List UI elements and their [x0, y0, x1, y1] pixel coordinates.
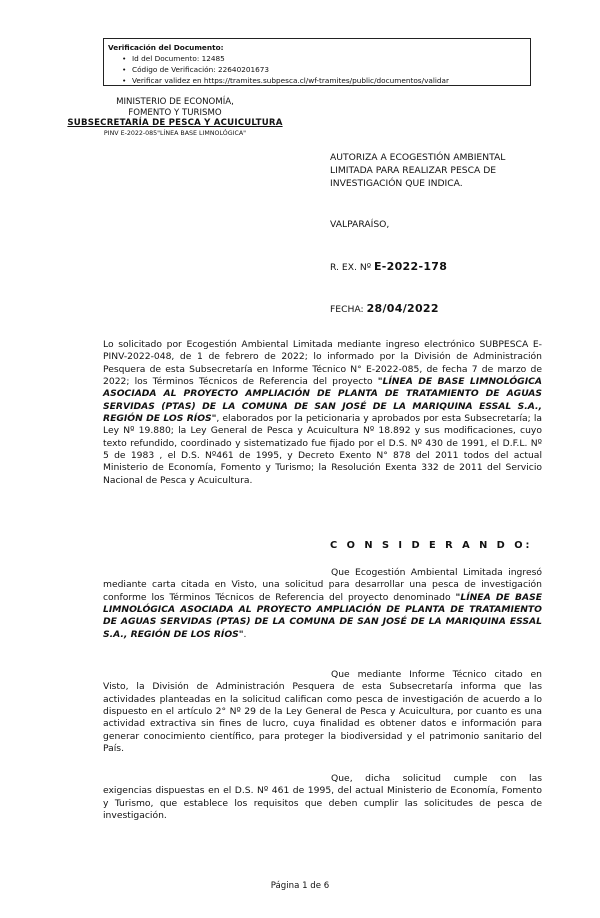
considerando-1 [103, 567, 542, 641]
considerando-3: Que, dicha solicitud cumple con las exigencias dispuestas en el D.S. Nº 461 de 1995, del actual Ministerio de Economía, Fomento y Turismo, que establece los requisitos que deben cumplir las solicitudes de pesca de investigación. [103, 773, 542, 822]
considerando-heading: C O N S I D E R A N D O: [330, 540, 533, 551]
verification-title: Verificación del Documento: [108, 43, 224, 52]
c1-end: . [243, 628, 247, 640]
resolution-subject: AUTORIZA A ECOGESTIÓN AMBIENTAL LIMITADA PARA REALIZAR PESCA DE INVESTIGACIÓN QUE INDICA. [330, 152, 506, 189]
date-line [330, 302, 439, 315]
visto-project-title: "LÍNEA DE BASE LIMNOLÓGICA ASOCIADA AL PROYECTO AMPLIACIÓN DE PLANTA DE TRATAMIENTO DE AGUAS SERVIDAS (PTAS) DE LA COMUNA DE SAN JOSÉ DE LA MARIQUINA ESSAL S.A., REGIÓN DE LOS RÍOS" [103, 376, 542, 425]
verification-list [108, 53, 530, 86]
considerando-2: Que mediante Informe Técnico citado en Visto, la División de Administración Pesquera de esta Subsecretaría informa que las actividades planteadas en la solicitud califican como pesca de investigación de acuerdo a lo dispuesto en el artículo 2° Nº 29 de la Ley General de Pesca y Acuicultura, por cuanto es una actividad extractiva sin fines de lucro, cuya finalidad es obtener datos e información para generar conocimiento científico, para proteger la biodiversidad y el patrimonio sanitario del País. [103, 669, 542, 755]
date-label: FECHA: [330, 304, 364, 315]
resolution-label: R. EX. Nº [330, 262, 372, 273]
verification-box [103, 38, 531, 86]
letterhead [40, 97, 310, 139]
c1-text: Que Ecogestión Ambiental Limitada ingresó mediante carta citada en Visto, una solicitud para desarrollar una pesca de investigación conforme los Términos Técnicos de Referencia del proyecto denominado [103, 567, 542, 603]
verification-code: • Código de Verificación: 22640201673 [122, 64, 530, 75]
document-code: PINV E-2022-085"LÍNEA BASE LIMNOLÓGICA" [103, 129, 247, 137]
visto-text-cont: , elaborados por la peticionaria y aprobados por esta Subsecretaría; la Ley Nº 19.880; la Ley General de Pesca y Acuicultura Nº 18.892 y sus modificaciones, cuyo texto refundido, coordinado y sistematizado fue fijado por el D.S. Nº 430 de 1991, el D.F.L. Nº 5 de 1983 , el D.S. Nº461 de 1995, y Decreto Exento N° 878 del 2011 todos del actual Ministerio de Economía, Fomento y Turismo; la Resolución Exenta 332 de 2011 del Servicio Nacional de Pesca y Acuicultura. [103, 413, 543, 486]
page-number: Página 1 de 6 [270, 881, 330, 891]
subsecretaria-name: SUBSECRETARÍA DE PESCA Y ACUICULTURA [67, 118, 283, 129]
city: VALPARAÍSO, [330, 219, 390, 230]
ministry-line-1: MINISTERIO DE ECONOMÍA, [116, 97, 234, 107]
visto-paragraph [103, 339, 542, 487]
c1-project-title: "LÍNEA DE BASE LIMNOLÓGICA ASOCIADA AL PROYECTO AMPLIACIÓN DE PLANTA DE TRATAMIENTO DE AGUAS SERVIDAS (PTAS) DE LA COMUNA DE SAN JOSÉ DE LA MARIQUINA ESSAL S.A., REGIÓN DE LOS RÍOS" [103, 591, 542, 640]
verification-id: • Id del Documento: 12485 [122, 53, 530, 64]
resolution-number-line [330, 260, 447, 273]
resolution-number: E-2022-178 [373, 260, 448, 273]
verification-link[interactable]: • Verificar validez en https://tramites.subpesca.cl/wf-tramites/public/documentos/validar [122, 75, 530, 86]
date-value: 28/04/2022 [366, 302, 439, 315]
visto-text: Lo solicitado por Ecogestión Ambiental Limitada mediante ingreso electrónico SUBPESCA E-PINV-2022-048, de 1 de febrero de 2022; lo informado por la División de Administración Pesquera de esta Subsecretaría en Informe Técnico N° E-2022-085, de fecha 7 de marzo de 2022; los Términos Técnicos de Referencia del proyecto [103, 339, 542, 388]
ministry-line-2: FOMENTO Y TURISMO [128, 107, 222, 118]
